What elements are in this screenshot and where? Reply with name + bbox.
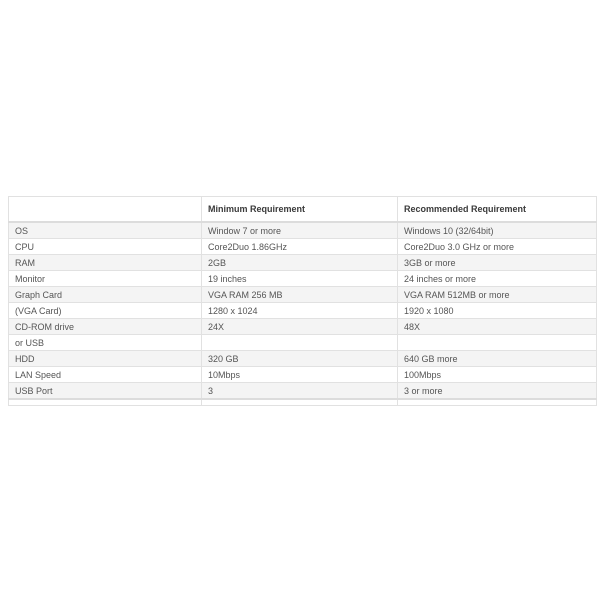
table-row [9, 303, 597, 319]
recommended-value: 640 GB more [398, 351, 597, 367]
minimum-value [202, 335, 398, 351]
table-row [9, 287, 597, 303]
table-body [9, 222, 597, 406]
table-row [9, 319, 597, 335]
table-footer-spacer [9, 399, 597, 406]
empty-cell [202, 399, 398, 406]
empty-cell [9, 399, 202, 406]
spec-name: HDD [9, 351, 202, 367]
minimum-value: 320 GB [202, 351, 398, 367]
minimum-value: Window 7 or more [202, 222, 398, 239]
table-row [9, 255, 597, 271]
spec-name: RAM [9, 255, 202, 271]
table-row [9, 383, 597, 400]
table-row [9, 351, 597, 367]
header-recommended: Recommended Requirement [398, 197, 597, 223]
header-minimum: Minimum Requirement [202, 197, 398, 223]
minimum-value: 1280 x 1024 [202, 303, 398, 319]
table-row [9, 239, 597, 255]
recommended-value: VGA RAM 512MB or more [398, 287, 597, 303]
recommended-value: 48X [398, 319, 597, 335]
minimum-value: 3 [202, 383, 398, 400]
recommended-value: 1920 x 1080 [398, 303, 597, 319]
minimum-value: 2GB [202, 255, 398, 271]
spec-name: Monitor [9, 271, 202, 287]
recommended-value: Core2Duo 3.0 GHz or more [398, 239, 597, 255]
recommended-value [398, 335, 597, 351]
table-row [9, 367, 597, 383]
spec-name: or USB [9, 335, 202, 351]
spec-name: USB Port [9, 383, 202, 400]
minimum-value: 19 inches [202, 271, 398, 287]
recommended-value: Windows 10 (32/64bit) [398, 222, 597, 239]
recommended-value: 3 or more [398, 383, 597, 400]
spec-name: LAN Speed [9, 367, 202, 383]
spec-name: OS [9, 222, 202, 239]
header-spec [9, 197, 202, 223]
table-row [9, 335, 597, 351]
system-requirements-table [8, 196, 597, 406]
spec-name: CD-ROM drive [9, 319, 202, 335]
recommended-value: 100Mbps [398, 367, 597, 383]
minimum-value: Core2Duo 1.86GHz [202, 239, 398, 255]
spec-name: (VGA Card) [9, 303, 202, 319]
minimum-value: VGA RAM 256 MB [202, 287, 398, 303]
table-row [9, 222, 597, 239]
minimum-value: 10Mbps [202, 367, 398, 383]
recommended-value: 3GB or more [398, 255, 597, 271]
spec-name: CPU [9, 239, 202, 255]
table-row [9, 271, 597, 287]
header-row [9, 197, 597, 223]
spec-name: Graph Card [9, 287, 202, 303]
empty-cell [398, 399, 597, 406]
minimum-value: 24X [202, 319, 398, 335]
table-header [9, 197, 597, 223]
recommended-value: 24 inches or more [398, 271, 597, 287]
